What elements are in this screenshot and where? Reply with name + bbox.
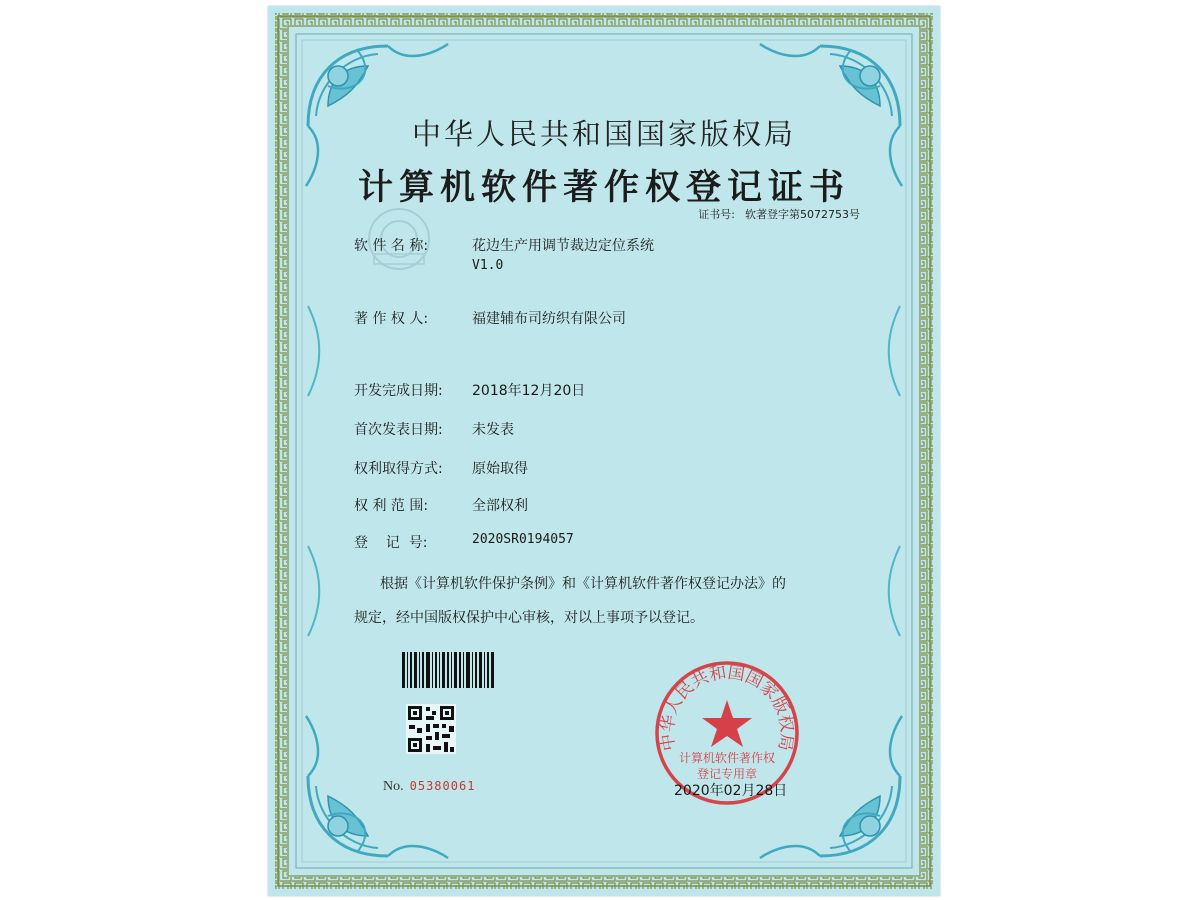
field-registration-number bbox=[354, 532, 574, 552]
issuing-authority: 中华人民共和国国家版权局 bbox=[411, 117, 796, 151]
seal-inner-line-1: 计算机软件著作权 bbox=[678, 751, 776, 765]
field-value: 原始取得 bbox=[472, 461, 528, 477]
registration-statement bbox=[354, 567, 874, 635]
field-software-name bbox=[354, 235, 654, 277]
field-version: V1.0 bbox=[472, 258, 504, 273]
field-rights-scope bbox=[354, 495, 528, 515]
field-value: 2018年12月20日 bbox=[472, 383, 586, 399]
barcode bbox=[402, 652, 496, 688]
seal-ring-text: 中华人民共和国国家版权局 bbox=[657, 662, 797, 753]
field-value: 全部权利 bbox=[472, 498, 528, 514]
field-label: 登 记 号: bbox=[354, 535, 428, 551]
field-label: 首次发表日期: bbox=[354, 422, 443, 438]
field-value: 未发表 bbox=[472, 422, 514, 438]
field-label: 权 利 范 围: bbox=[354, 498, 429, 514]
cert-no-value: 软著登字第5072753号 bbox=[745, 208, 860, 221]
seal-inner-line-2: 登记专用章 bbox=[696, 767, 758, 781]
qr-code bbox=[406, 704, 456, 754]
field-value: 2020SR0194057 bbox=[472, 532, 574, 547]
statement-line-2: 规定，经中国版权保护中心审核，对以上事项予以登记。 bbox=[354, 610, 704, 626]
field-label: 软 件 名 称: bbox=[354, 238, 429, 254]
cert-no-label: 证书号: bbox=[698, 208, 735, 221]
field-first-publication bbox=[354, 419, 514, 439]
field-label: 开发完成日期: bbox=[354, 383, 443, 399]
field-completion-date bbox=[354, 380, 585, 400]
certificate-number bbox=[698, 206, 860, 222]
field-label: 著 作 权 人: bbox=[354, 311, 429, 327]
statement-line-1: 根据《计算机软件保护条例》和《计算机软件著作权登记办法》的 bbox=[380, 576, 786, 592]
certificate bbox=[268, 6, 940, 896]
serial-number-value: 05380061 bbox=[409, 779, 476, 793]
field-acquisition-method bbox=[354, 458, 528, 478]
serial-number-label: No. bbox=[383, 779, 404, 794]
certificate-title: 计算机软件著作权登记证书 bbox=[357, 167, 850, 208]
field-value: 福建辅布司纺织有限公司 bbox=[472, 311, 626, 327]
field-value: 花边生产用调节裁边定位系统 bbox=[472, 238, 654, 254]
field-copyright-owner bbox=[354, 308, 626, 328]
issue-date: 2020年02月28日 bbox=[674, 783, 788, 799]
field-label: 权利取得方式: bbox=[354, 461, 443, 477]
serial-number bbox=[383, 779, 475, 795]
